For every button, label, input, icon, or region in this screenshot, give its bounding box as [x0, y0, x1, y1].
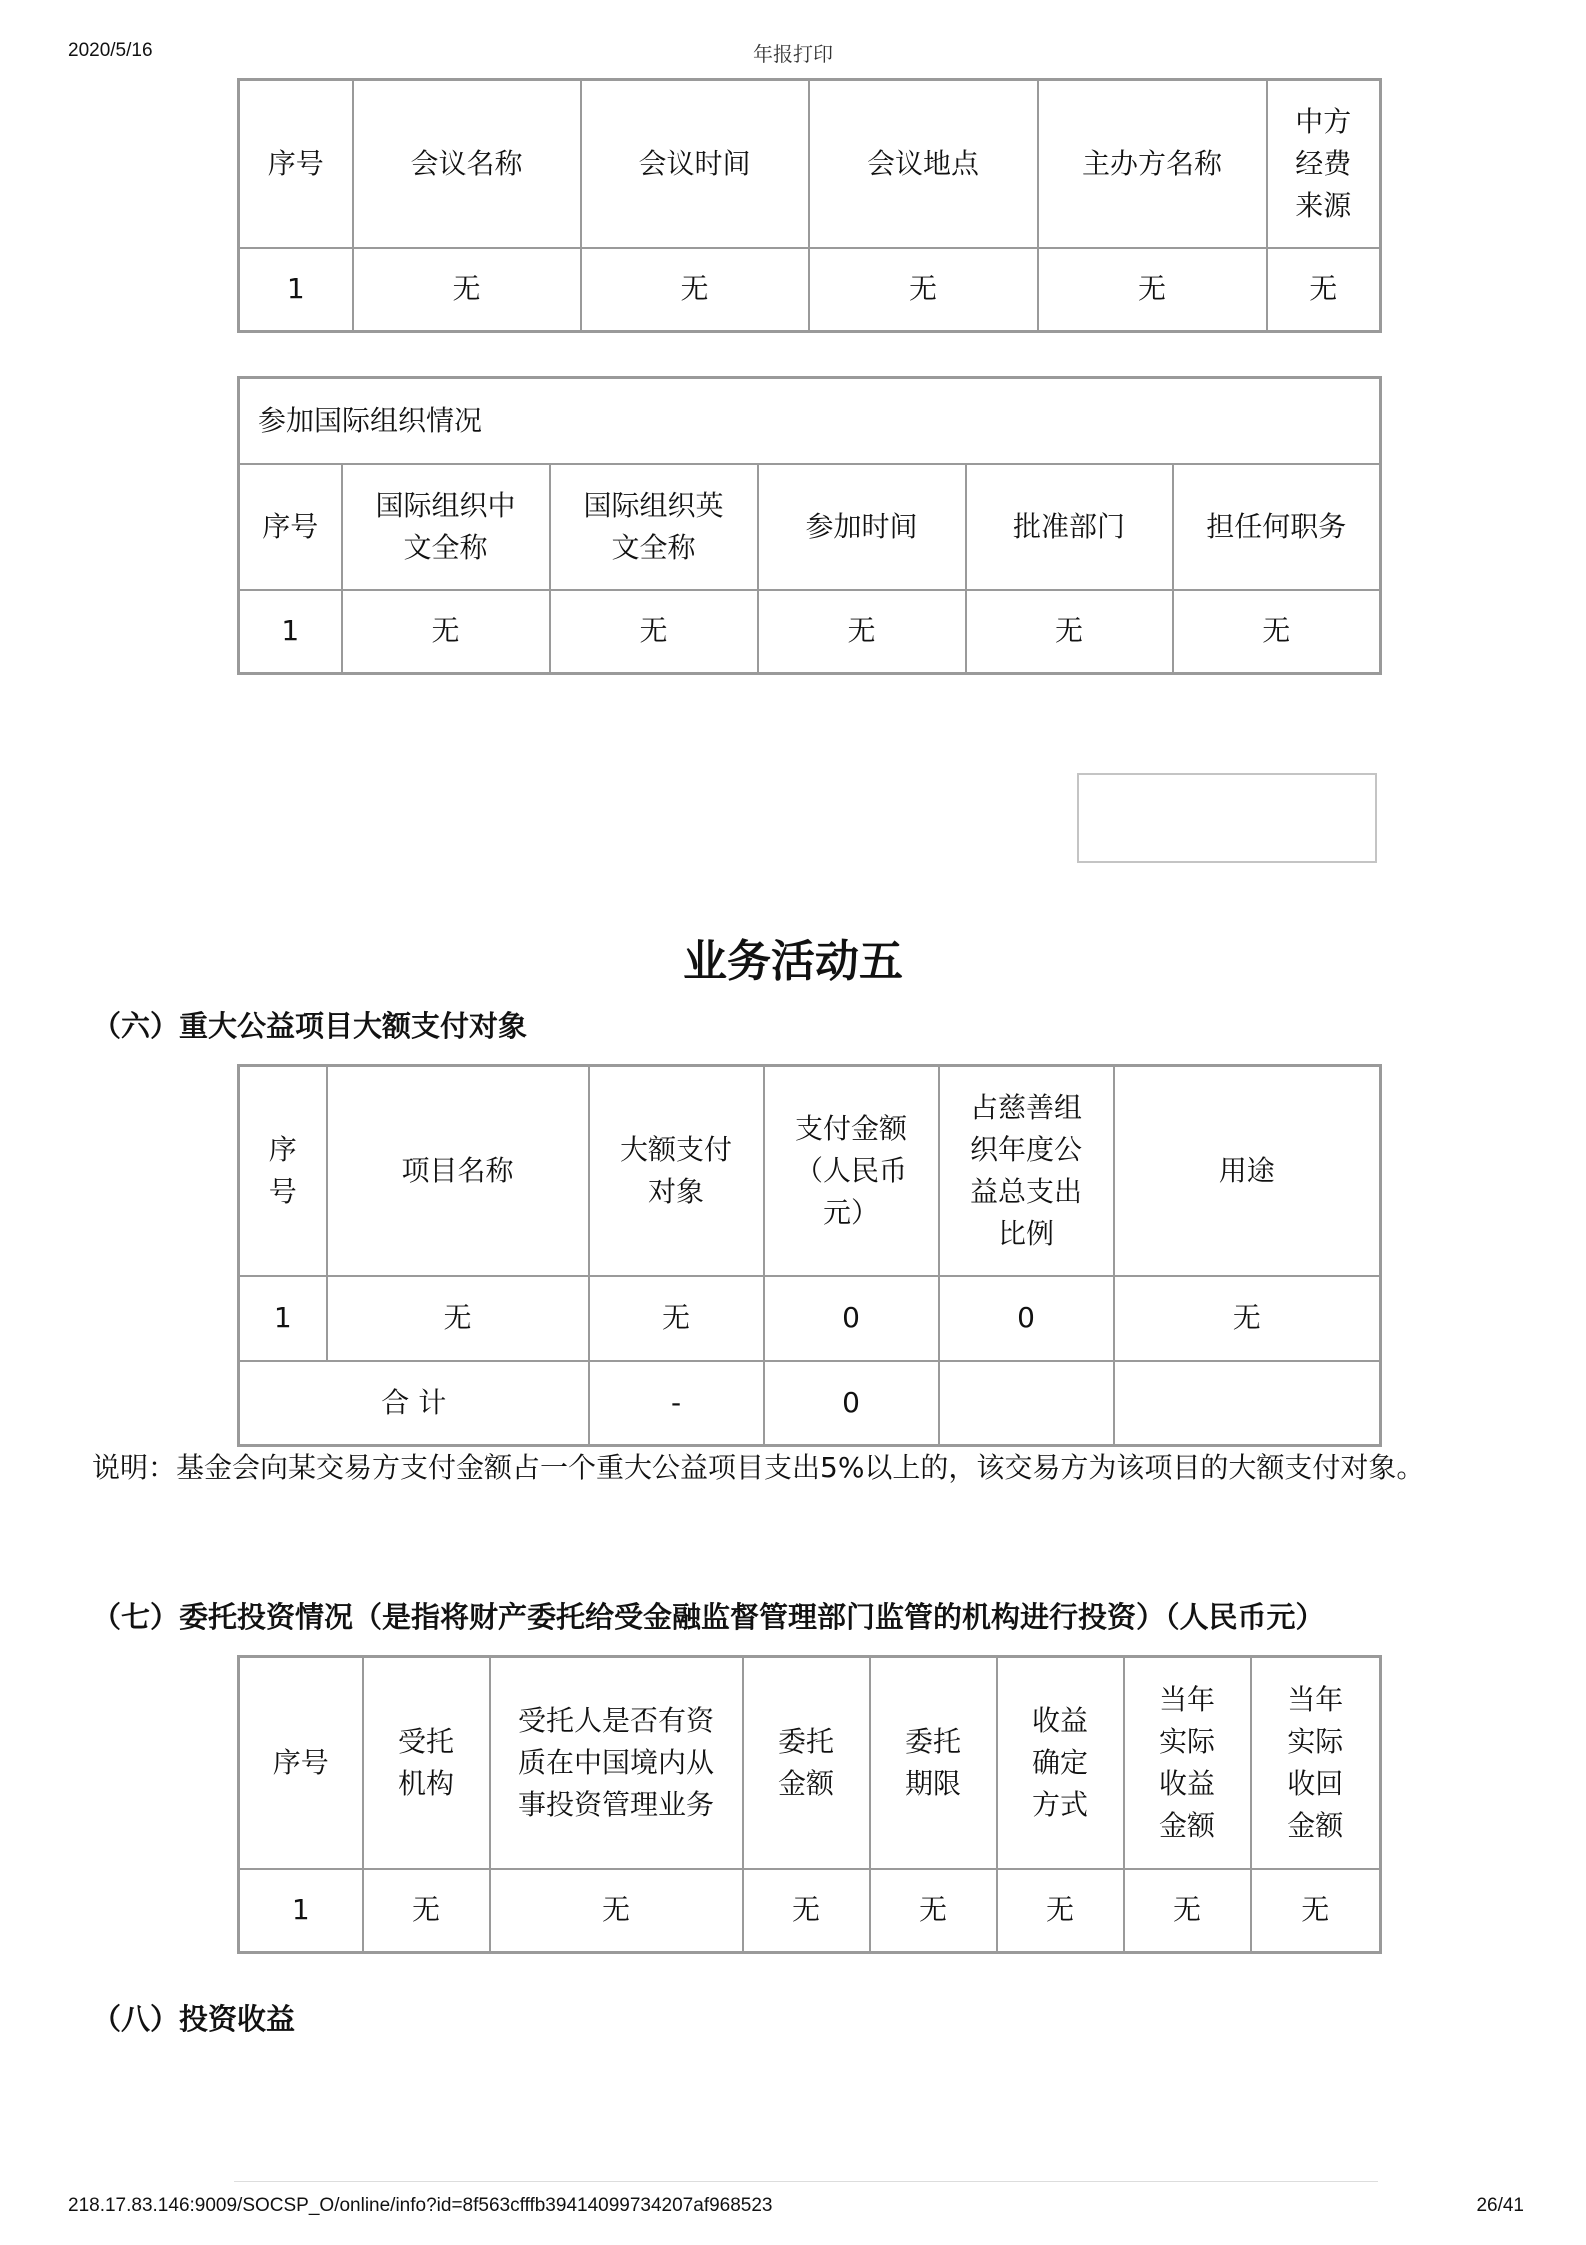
- entrusted-investment-heading: （七）委托投资情况（是指将财产委托给受金融监督管理部门监管的机构进行投资）（人民币元）: [92, 1600, 1325, 1634]
- header-cell: 受托 机构: [363, 1657, 490, 1869]
- table-header-row: [239, 464, 1381, 590]
- table-cell: 1: [239, 1276, 327, 1361]
- table-cell: 0: [764, 1276, 939, 1361]
- header-cell: 会议名称: [353, 80, 581, 248]
- table-cell: 无: [1267, 248, 1381, 332]
- table-cell: 无: [1124, 1869, 1251, 1953]
- table-cell: 无: [758, 590, 966, 674]
- header-cell: 中方 经费 来源: [1267, 80, 1381, 248]
- header-cell: 支付金额 （人民币 元）: [764, 1066, 939, 1276]
- intl-orgs-table: [237, 376, 1382, 675]
- footer-url: 218.17.83.146:9009/SOCSP_O/online/info?id=8f563cfffb39414099734207af968523: [68, 2195, 773, 2216]
- table-cell: 无: [581, 248, 809, 332]
- table-row: [239, 590, 1381, 674]
- blank-box: [1077, 773, 1377, 863]
- print-date: 2020/5/16: [68, 40, 153, 61]
- table-header-row: [239, 1657, 1381, 1869]
- header-cell: 当年 实际 收益 金额: [1124, 1657, 1251, 1869]
- table-row: [239, 1276, 1381, 1361]
- header-cell: 参加时间: [758, 464, 966, 590]
- header-cell: 国际组织中 文全称: [342, 464, 550, 590]
- page-number: 26/41: [1476, 2195, 1524, 2216]
- table-cell: 无: [870, 1869, 997, 1953]
- table-cell: 无: [1251, 1869, 1381, 1953]
- table-cell: 无: [589, 1276, 764, 1361]
- header-cell: 批准部门: [966, 464, 1173, 590]
- table-header-row: [239, 80, 1381, 248]
- table-cell: 无: [1114, 1276, 1381, 1361]
- header-cell: 国际组织英 文全称: [550, 464, 758, 590]
- entrusted-investment-table: [237, 1655, 1382, 1954]
- header-cell: 当年 实际 收回 金额: [1251, 1657, 1381, 1869]
- table-cell: 无: [363, 1869, 490, 1953]
- major-payment-table: [237, 1064, 1382, 1447]
- table-cell: 无: [1038, 248, 1267, 332]
- header-cell: 项目名称: [327, 1066, 589, 1276]
- table-row: [239, 248, 1381, 332]
- major-payment-heading: （六）重大公益项目大额支付对象: [92, 1009, 528, 1043]
- table-cell: 无: [353, 248, 581, 332]
- table-cell: 无: [490, 1869, 743, 1953]
- table-cell: 1: [239, 590, 342, 674]
- table-cell: 无: [966, 590, 1173, 674]
- header-cell: 大额支付 对象: [589, 1066, 764, 1276]
- table-cell: 1: [239, 1869, 363, 1953]
- table-cell: 0: [939, 1276, 1114, 1361]
- table-caption: 参加国际组织情况: [239, 378, 1381, 464]
- header-cell: 用途: [1114, 1066, 1381, 1276]
- meetings-table: [237, 78, 1382, 333]
- table-cell: 无: [743, 1869, 870, 1953]
- table-cell: 无: [342, 590, 550, 674]
- header-cell: 序 号: [239, 1066, 327, 1276]
- table-cell: [939, 1361, 1114, 1446]
- total-row: [239, 1361, 1381, 1446]
- header-cell: 会议时间: [581, 80, 809, 248]
- header-cell: 序号: [239, 464, 342, 590]
- header-cell: 委托 金额: [743, 1657, 870, 1869]
- header-cell: 占慈善组 织年度公 益总支出 比例: [939, 1066, 1114, 1276]
- major-payment-note: 说明：基金会向某交易方支付金额占一个重大公益项目支出5%以上的，该交易方为该项目的大额支付对象。: [92, 1451, 1425, 1484]
- table-cell: [1114, 1361, 1381, 1446]
- table-cell: 1: [239, 248, 353, 332]
- table-cell: 无: [997, 1869, 1124, 1953]
- table-header-row: [239, 1066, 1381, 1276]
- header-cell: 序号: [239, 80, 353, 248]
- table-cell: 0: [764, 1361, 939, 1446]
- table-cell: 无: [327, 1276, 589, 1361]
- header-cell: 委托 期限: [870, 1657, 997, 1869]
- footer-divider: [234, 2181, 1378, 2182]
- header-cell: 受托人是否有资 质在中国境内从 事投资管理业务: [490, 1657, 743, 1869]
- header-cell: 会议地点: [809, 80, 1038, 248]
- investment-income-heading: （八）投资收益: [92, 2002, 296, 2036]
- header-cell: 担任何职务: [1173, 464, 1381, 590]
- total-label: 合 计: [239, 1361, 589, 1446]
- table-cell: -: [589, 1361, 764, 1446]
- header-cell: 主办方名称: [1038, 80, 1267, 248]
- table-cell: 无: [550, 590, 758, 674]
- table-cell: 无: [1173, 590, 1381, 674]
- section-title: 业务活动五: [683, 936, 903, 987]
- table-cell: 无: [809, 248, 1038, 332]
- print-title: 年报打印: [753, 42, 833, 66]
- table-row: [239, 1869, 1381, 1953]
- header-cell: 序号: [239, 1657, 363, 1869]
- header-cell: 收益 确定 方式: [997, 1657, 1124, 1869]
